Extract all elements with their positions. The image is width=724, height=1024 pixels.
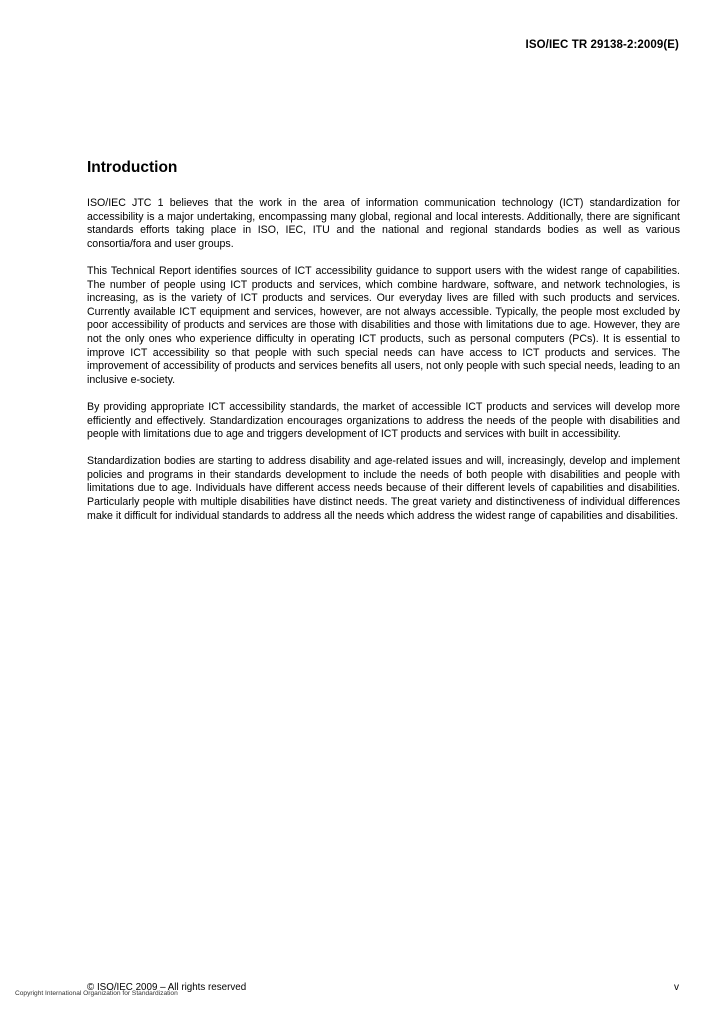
document-identifier: ISO/IEC TR 29138-2:2009(E) [525, 39, 679, 51]
paragraph-3: By providing appropriate ICT accessibility standards, the market of accessible ICT products and services will develop more efficiently and effectively. Standardization encourages organizations to address the needs of the people with disabilities and people with limitations due to age and triggers development of ICT products and services with built in accessibility. [87, 400, 680, 441]
paragraph-4: Standardization bodies are starting to address disability and age-related issues and will, increasingly, develop and implement policies and programs in their standards development to include the needs of both people with disabilities and people with limitations due to age. Individuals have different access needs because of their different levels of capabilities and disabilities. Particularly people with multiple disabilities have distinct needs. The great variety and distinctiveness of individual differences make it difficult for individual standards to address all the needs which address the widest range of capabilities and disabilities. [87, 455, 680, 522]
page-number: v [674, 982, 679, 993]
footer-watermark: Copyright International Organization for Standardization [15, 990, 178, 997]
section-title: Introduction [87, 159, 178, 176]
footer-copyright: © ISO/IEC 2009 – All rights reserved [87, 982, 247, 993]
body-text [87, 197, 680, 537]
paragraph-1: ISO/IEC JTC 1 believes that the work in the area of information communication technology (ICT) standardization for accessibility is a major undertaking, encompassing many global, regional and local interests. Additionally, there are significant standards efforts taking place in ISO, IEC, ITU and the national and regional standards bodies as well as various consortia/fora and user groups. [87, 197, 680, 250]
paragraph-2: This Technical Report identifies sources of ICT accessibility guidance to support users with the widest range of capabilities. The number of people using ICT products and services, which combine hardware, software, and network technologies, is increasing, as is the variety of ICT products and services. Our everyday lives are filled with such products and services. Currently available ICT equipment and services, however, are not always accessible. Typically, the people most excluded by poor accessibility of products and services are those with disabilities and those with limitations due to age. However, they are not the only ones who experience difficulty in operating ICT products, such as personal computers (PCs). It is essential to improve ICT accessibility so that people with such special needs can have access to ICT products and services. The improvement of accessibility of products and services benefits all users, not only people with such special needs, leading to an inclusive e-society. [87, 264, 680, 386]
